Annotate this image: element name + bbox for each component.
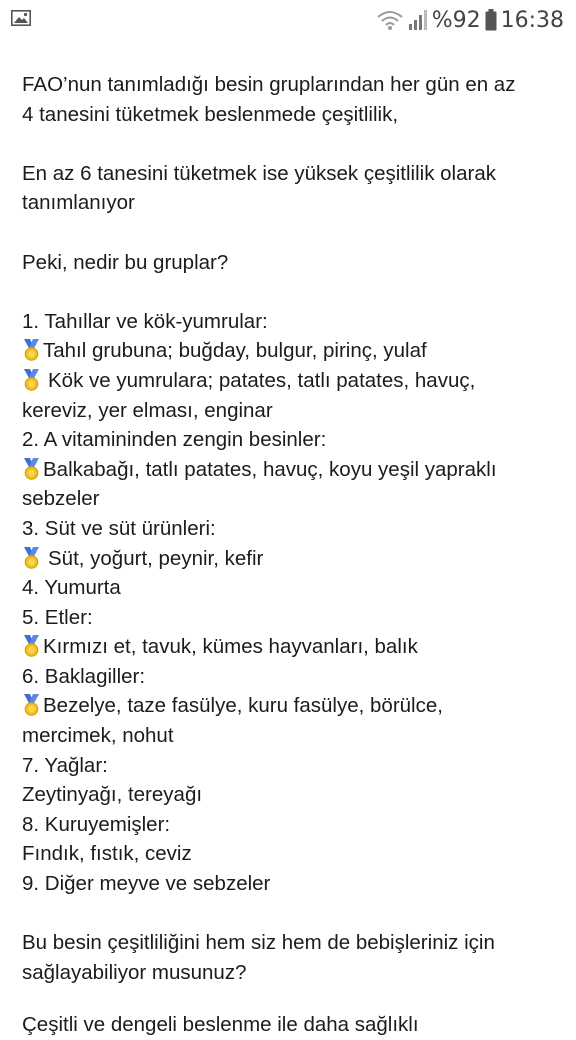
group-title: 6. Baklagiller: (22, 664, 146, 688)
list-item-continuation: sebzeler (22, 487, 100, 511)
group-title: 4. Yumurta (22, 576, 121, 600)
medal-icon (22, 547, 41, 569)
signal-icon (408, 9, 428, 31)
medal-icon (22, 339, 41, 361)
wifi-icon (376, 9, 404, 31)
message-body (22, 70, 562, 987)
list-item-text: Fındık, fıstık, ceviz (22, 842, 192, 866)
group-title: 1. Tahıllar ve kök-yumrular: (22, 309, 268, 333)
list-item-text: Süt, yoğurt, peynir, kefir (48, 546, 264, 570)
group-title: 2. A vitamininden zengin besinler: (22, 428, 327, 452)
cutoff-text-line: Çeşitli ve dengeli beslenme ile daha sağlıklı (22, 1013, 419, 1036)
closing-line: Bu besin çeşitliliğini hem siz hem de bebişleriniz için (22, 931, 495, 955)
list-item-text: Tahıl grubuna; buğday, bulgur, pirinç, yulaf (43, 339, 427, 363)
group-title: 7. Yağlar: (22, 753, 108, 777)
battery-icon (485, 9, 497, 31)
intro-line: FAO’nun tanımladığı besin gruplarından her gün en az (22, 73, 516, 96)
group-title: 5. Etler: (22, 605, 93, 629)
question-line: Peki, nedir bu gruplar? (22, 250, 229, 274)
list-item (22, 366, 562, 396)
list-item-text: Balkabağı, tatlı patates, havuç, koyu yeşil yapraklı (43, 457, 497, 481)
list-item (22, 544, 562, 574)
group-title: 9. Diğer meyve ve sebzeler (22, 872, 271, 896)
list-item-continuation: kereviz, yer elması, enginar (22, 398, 273, 422)
list-item (22, 691, 562, 721)
status-icons (376, 6, 564, 34)
list-item-text: Kök ve yumrulara; patates, tatlı patates, havuç, (48, 368, 476, 392)
status-bar (0, 0, 576, 40)
medal-icon (22, 635, 41, 657)
medal-icon (22, 369, 41, 391)
clock: 16:38 (500, 7, 564, 33)
group-title: 3. Süt ve süt ürünleri: (22, 516, 216, 540)
battery-percent: %92 (431, 7, 481, 33)
group-title: 8. Kuruyemişler: (22, 812, 171, 836)
list-item (22, 455, 562, 485)
list-item (22, 336, 562, 366)
medal-icon (22, 458, 41, 480)
list-item-continuation: mercimek, nohut (22, 724, 174, 748)
list-item-text: Bezelye, taze fasülye, kuru fasülye, börülce, (43, 694, 443, 718)
list-item-text: Zeytinyağı, tereyağı (22, 783, 203, 807)
intro-line: 4 tanesini tüketmek beslenmede çeşitlilik, (22, 102, 399, 126)
closing-line: sağlayabiliyor musunuz? (22, 960, 247, 984)
image-notification-icon (11, 10, 31, 26)
list-item (22, 632, 562, 662)
intro-line: tanımlanıyor (22, 191, 135, 215)
intro-line: En az 6 tanesini tüketmek ise yüksek çeşitlilik olarak (22, 161, 496, 185)
list-item-text: Kırmızı et, tavuk, kümes hayvanları, balık (43, 635, 418, 659)
medal-icon (22, 694, 41, 716)
